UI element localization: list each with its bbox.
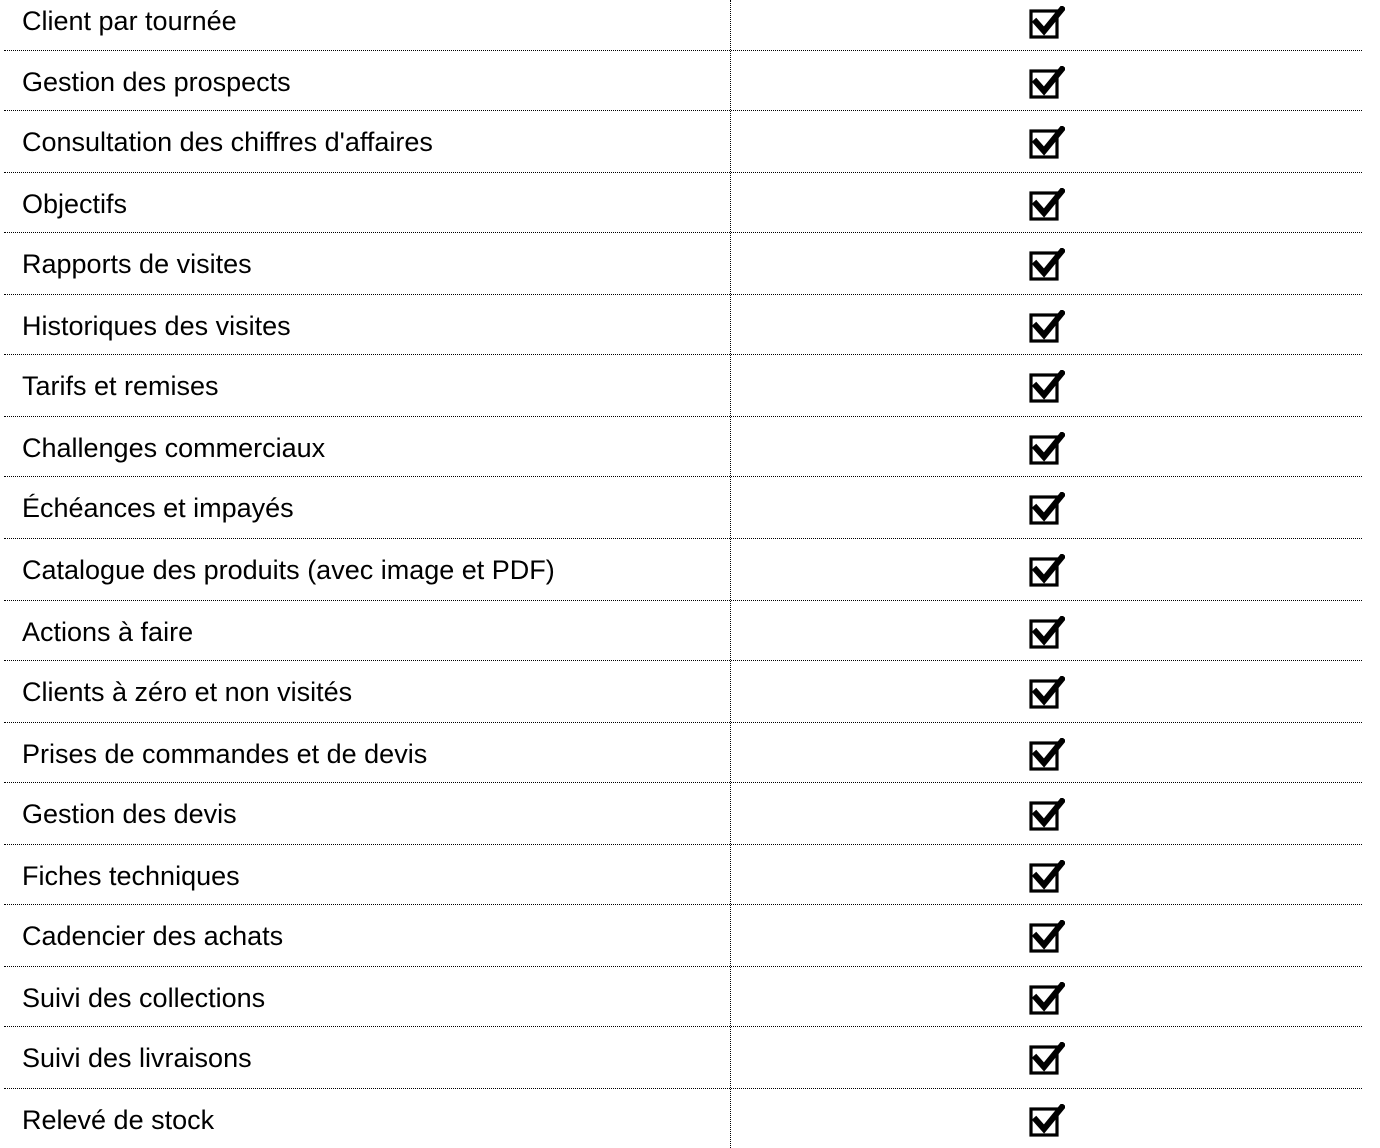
checked-checkbox-icon [1029,126,1065,160]
checkbox-svg [1029,554,1065,588]
checked-checkbox-icon [1029,982,1065,1016]
table-row [4,539,1362,601]
feature-label: Échéances et impayés [22,493,294,523]
checked-checkbox-icon [1029,1104,1065,1138]
checkbox-svg [1029,798,1065,832]
table-row [4,0,1362,51]
feature-label: Catalogue des produits (avec image et PDF) [22,555,555,585]
table-row [4,417,1362,477]
table-row [4,1089,1362,1148]
table-row [4,51,1362,111]
checkbox-svg [1029,126,1065,160]
feature-label: Suivi des livraisons [22,1043,252,1073]
feature-label: Gestion des devis [22,799,237,829]
feature-label: Gestion des prospects [22,67,291,97]
checked-checkbox-icon [1029,66,1065,100]
checkbox-svg [1029,1042,1065,1076]
checked-checkbox-icon [1029,554,1065,588]
features-table [4,0,1362,1148]
checked-checkbox-icon [1029,676,1065,710]
checked-checkbox-icon [1029,310,1065,344]
checkbox-svg [1029,1104,1065,1138]
table-row [4,723,1362,783]
checkbox-svg [1029,248,1065,282]
table-rows [4,0,1362,1148]
table-row [4,783,1362,845]
table-row [4,1027,1362,1089]
checkbox-svg [1029,310,1065,344]
table-row [4,661,1362,723]
feature-label: Rapports de visites [22,249,252,279]
table-row [4,905,1362,967]
table-row [4,845,1362,905]
checkbox-svg [1029,66,1065,100]
feature-label: Actions à faire [22,617,194,647]
feature-label: Tarifs et remises [22,371,219,401]
feature-label: Consultation des chiffres d'affaires [22,127,433,157]
checked-checkbox-icon [1029,738,1065,772]
table-row [4,601,1362,661]
table-row [4,477,1362,539]
feature-label: Challenges commerciaux [22,433,326,463]
checkbox-svg [1029,738,1065,772]
table-row [4,111,1362,173]
checked-checkbox-icon [1029,370,1065,404]
feature-label: Suivi des collections [22,983,266,1013]
table-row [4,967,1362,1027]
checked-checkbox-icon [1029,432,1065,466]
feature-label: Cadencier des achats [22,921,284,951]
feature-label: Client par tournée [22,6,237,36]
checked-checkbox-icon [1029,6,1065,40]
checkbox-svg [1029,860,1065,894]
checked-checkbox-icon [1029,616,1065,650]
checkbox-svg [1029,370,1065,404]
table-row [4,355,1362,417]
feature-label: Objectifs [22,189,128,219]
table-row [4,173,1362,233]
checkbox-svg [1029,432,1065,466]
checked-checkbox-icon [1029,798,1065,832]
checkbox-svg [1029,616,1065,650]
feature-label: Fiches techniques [22,861,240,891]
table-row [4,295,1362,355]
checked-checkbox-icon [1029,1042,1065,1076]
table-row [4,233,1362,295]
checked-checkbox-icon [1029,920,1065,954]
feature-label: Clients à zéro et non visités [22,677,353,707]
checkbox-svg [1029,188,1065,222]
checkbox-svg [1029,676,1065,710]
checkbox-svg [1029,492,1065,526]
checkbox-svg [1029,920,1065,954]
checked-checkbox-icon [1029,492,1065,526]
checked-checkbox-icon [1029,248,1065,282]
checked-checkbox-icon [1029,188,1065,222]
feature-label: Historiques des visites [22,311,291,341]
feature-label: Relevé de stock [22,1105,215,1135]
feature-label: Prises de commandes et de devis [22,739,428,769]
checkbox-svg [1029,982,1065,1016]
checkbox-svg [1029,6,1065,40]
checked-checkbox-icon [1029,860,1065,894]
